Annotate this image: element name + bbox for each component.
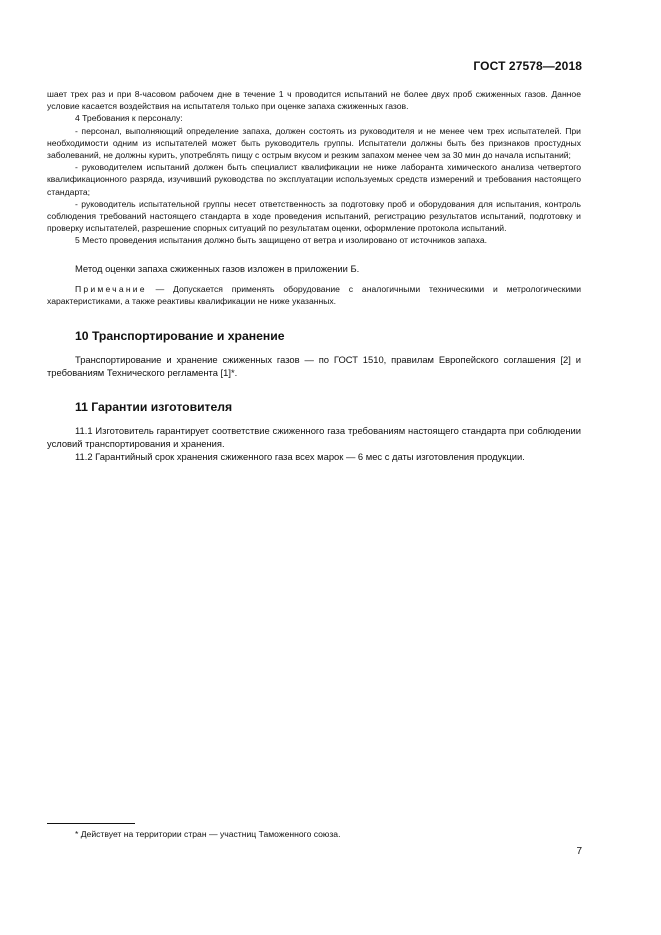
footnote-divider [47,823,135,824]
section-heading: 10 Транспортирование и хранение [75,329,285,344]
paragraph: - руководителем испытаний должен быть специалист квалификации не ниже лаборанта химического анализа четвертого квалификационного разряда, изучивший руководства по эксплуатации используемых средств измерений и требования настоящего стандарта; [47,162,581,197]
paragraph: 4 Требования к персоналу: [75,113,183,124]
note [47,283,581,307]
method-reference: Метод оценки запаха сжиженных газов изложен в приложении Б. [75,262,360,274]
note-text: — Допускается применять оборудование с аналогичными техническими и метрологическими характеристиками, а также реактивы квалификации не ниже указанных. [47,283,581,306]
paragraph: Транспортирование и хранение сжиженных газов — по ГОСТ 1510, правилам Европейского соглашения [2] и требованиям Технического регламента [1]*. [47,354,581,379]
section-11-body [47,424,581,463]
paragraph: - руководитель испытательной группы несет ответственность за подготовку проб и оборудования для испытания, контроль соблюдения требований настоящего стандарта в ходе проведения испытаний, регистрацию результатов испытаний, подготовку и проверку испытателей, разрешение спорных ситуаций по результатам оценки, оформление протокола испытаний. [47,198,581,234]
page-body [47,88,581,464]
page-number: 7 [576,846,582,857]
paragraph: 11.2 Гарантийный срок хранения сжиженного газа всех марок — 6 мес с даты изготовления продукции. [75,451,525,463]
paragraph: шает трех раз и при 8-часовом рабочем дне в течение 1 ч проводится испытаний не более двух проб сжиженных газов. Данное условие касается воздействия на испытателя только при оценке запаха сжиженных газов. [47,89,581,112]
note-label: Примечание [75,283,147,294]
paragraph: 5 Место проведения испытания должно быть защищено от ветра и изолировано от источников запаха. [75,235,488,246]
section-heading: 11 Гарантии изготовителя [75,400,233,415]
standard-header: ГОСТ 27578—2018 [473,59,582,73]
requirements-block [47,88,581,247]
paragraph: 11.1 Изготовитель гарантирует соответствие сжиженного газа требованиям настоящего стандарта при соблюдении условий транспортирования и хранения. [47,425,581,450]
footnote: * Действует на территории стран — участниц Таможенного союза. [75,829,341,839]
section-10-body [47,353,581,379]
paragraph: - персонал, выполняющий определение запаха, должен состоять из руководителя и не менее чем трех испытателей. При необходимости одним из испытателей может быть руководитель группы. Испытатели должны быть без признаков простудных заболеваний, не должны курить, употреблять пищу с острым вкусом и резким запахом менее чем за 30 мин до начала испытаний; [47,125,581,161]
